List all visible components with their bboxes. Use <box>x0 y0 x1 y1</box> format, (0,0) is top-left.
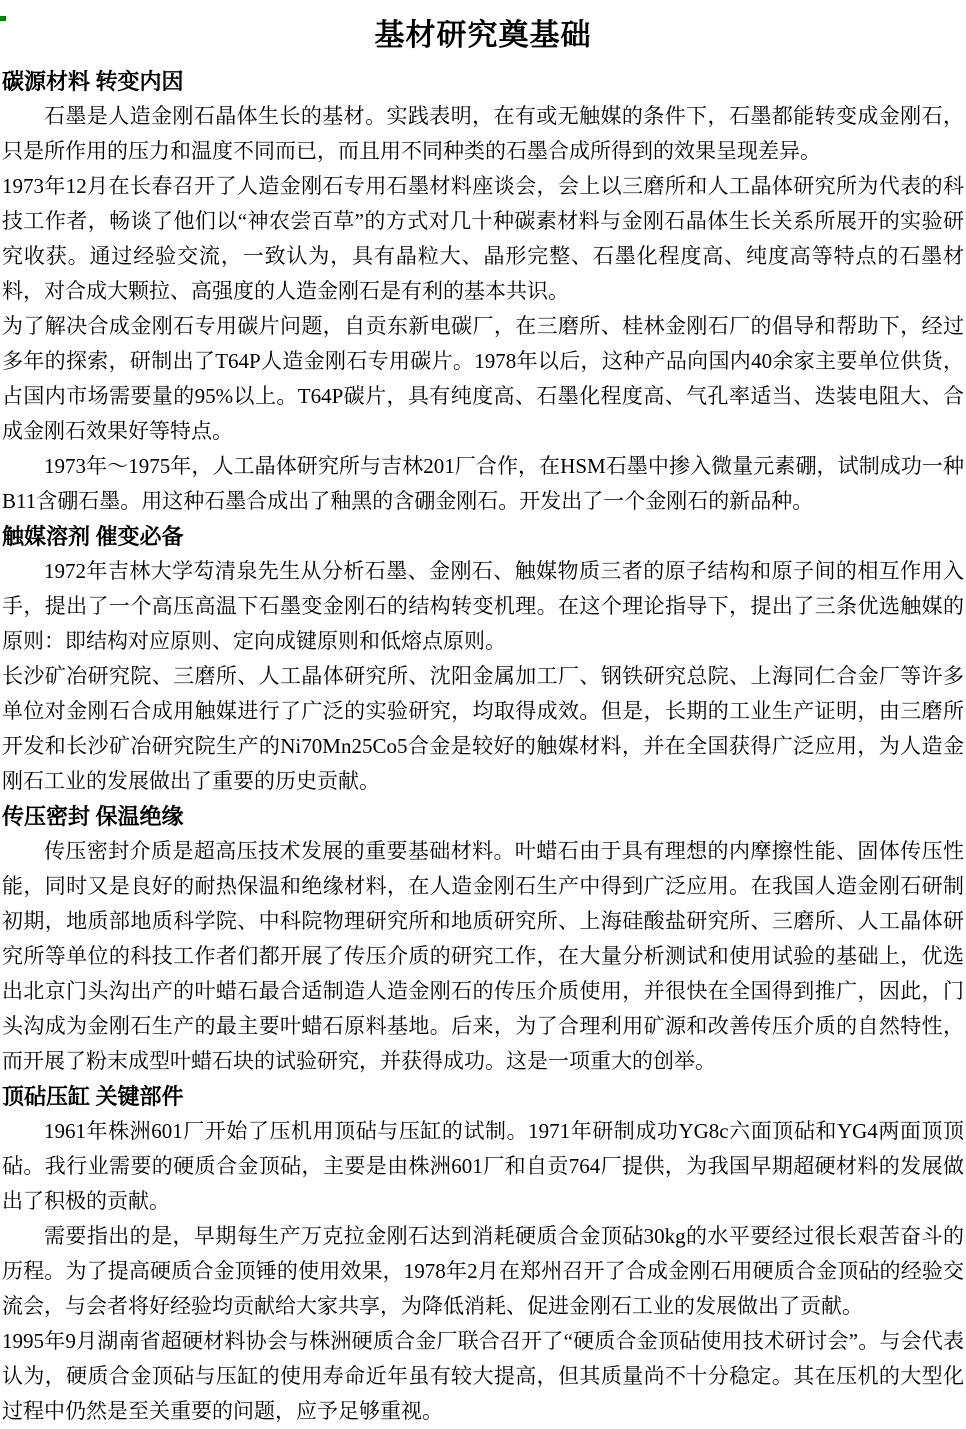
paragraph: 需要指出的是，早期每生产万克拉金刚石达到消耗硬质合金顶砧30kg的水平要经过很长艰苦奋斗的历程。为了提高硬质合金顶锤的使用效果，1978年2月在郑州召开了合成金刚石用硬质合金顶砧的经验交流会，与会者将好经验均贡献给大家共享，为降低消耗、促进金刚石工业的发展做出了贡献。 <box>2 1224 964 1318</box>
paragraph: 为了解决合成金刚石专用碳片问题，自贡东新电碳厂，在三磨所、桂林金刚石厂的倡导和帮助下，经过多年的探索，研制出了T64P人造金刚石专用碳片。1978年以后，这种产品向国内40余家主要单位供货，占国内市场需要量的95%以上。T64P碳片，具有纯度高、石墨化程度高、气孔率适当、迭装电阻大、合成金刚石效果好等特点。 <box>2 314 964 443</box>
section-heading-carbon-source: 碳源材料 转变内因 <box>2 69 184 94</box>
section-heading-anvil: 顶砧压缸 关键部件 <box>2 1084 184 1109</box>
page-title: 基材研究奠基础 <box>374 19 592 52</box>
section-carbon-source-material <box>2 64 964 519</box>
paragraph: 1972年吉林大学芶清泉先生从分析石墨、金刚石、触媒物质三者的原子结构和原子间的相互作用入手，提出了一个高压高温下石墨变金刚石的结构转变机理。在这个理论指导下，提出了三条优选触媒的原则：即结构对应原则、定向成键原则和低熔点原则。 <box>2 559 964 653</box>
paragraph: 1961年株洲601厂开始了压机用顶砧与压缸的试制。1971年研制成功YG8c六面顶砧和YG4两面顶顶砧。我行业需要的硬质合金顶砧，主要是由株洲601厂和自贡764厂提供，为我国早期超硬材料的发展做出了积极的贡献。 <box>2 1119 964 1213</box>
section-anvil-cylinder <box>2 1079 964 1429</box>
section-heading-catalyst: 触媒溶剂 催变必备 <box>2 524 184 549</box>
section-heading-pressure-seal: 传压密封 保温绝缘 <box>2 804 184 829</box>
paragraph: 1995年9月湖南省超硬材料协会与株洲硬质合金厂联合召开了“硬质合金顶砧使用技术研讨会”。与会代表认为，硬质合金顶砧与压缸的使用寿命近年虽有较大提高，但其质量尚不十分稳定。其在压机的大型化过程中仍然是至关重要的问题，应予足够重视。 <box>2 1329 964 1423</box>
paragraph: 石墨是人造金刚石晶体生长的基材。实践表明，在有或无触媒的条件下，石墨都能转变成金刚石，只是所作用的压力和温度不同而已，而且用不同种类的石墨合成所得到的效果呈现差异。 <box>2 104 964 163</box>
section-pressure-seal <box>2 799 964 1079</box>
corner-artifact-mark <box>0 16 6 21</box>
paragraph: 1973年～1975年，人工晶体研究所与吉林201厂合作，在HSM石墨中掺入微量元素硼，试制成功一种B11含硼石墨。用这种石墨合成出了釉黑的含硼金刚石。开发出了一个金刚石的新品种。 <box>2 454 964 513</box>
paragraph: 1973年12月在长春召开了人造金刚石专用石墨材料座谈会，会上以三磨所和人工晶体研究所为代表的科技工作者，畅谈了他们以“神农尝百草”的方式对几十种碳素材料与金刚石晶体生长关系所展开的实验研究收获。通过经验交流，一致认为，具有晶粒大、晶形完整、石墨化程度高、纯度高等特点的石墨材料，对合成大颗拉、高强度的人造金刚石是有利的基本共识。 <box>2 174 964 303</box>
section-catalyst-solvent <box>2 519 964 799</box>
paragraph: 长沙矿冶研究院、三磨所、人工晶体研究所、沈阳金属加工厂、钢铁研究总院、上海同仁合金厂等许多单位对金刚石合成用触媒进行了广泛的实验研究，均取得成效。但是，长期的工业生产证明，由三磨所开发和长沙矿冶研究院生产的Ni70Mn25Co5合金是较好的触媒材料，并在全国获得广泛应用，为人造金刚石工业的发展做出了重要的历史贡献。 <box>2 664 964 793</box>
document-page <box>0 16 966 1429</box>
paragraph: 传压密封介质是超高压技术发展的重要基础材料。叶蜡石由于具有理想的内摩擦性能、固体传压性能，同时又是良好的耐热保温和绝缘材料，在人造金刚石生产中得到广泛应用。在我国人造金刚石研制初期，地质部地质科学院、中科院物理研究所和地质研究所、上海硅酸盐研究所、三磨所、人工晶体研究所等单位的科技工作者们都开展了传压介质的研究工作，在大量分析测试和使用试验的基础上，优选出北京门头沟出产的叶蜡石最合适制造人造金刚石的传压介质使用，并很快在全国得到推广，因此，门头沟成为金刚石生产的最主要叶蜡石原料基地。后来，为了合理利用矿源和改善传压介质的自然特性，而开展了粉末成型叶蜡石块的试验研究，并获得成功。这是一项重大的创举。 <box>2 839 964 1073</box>
